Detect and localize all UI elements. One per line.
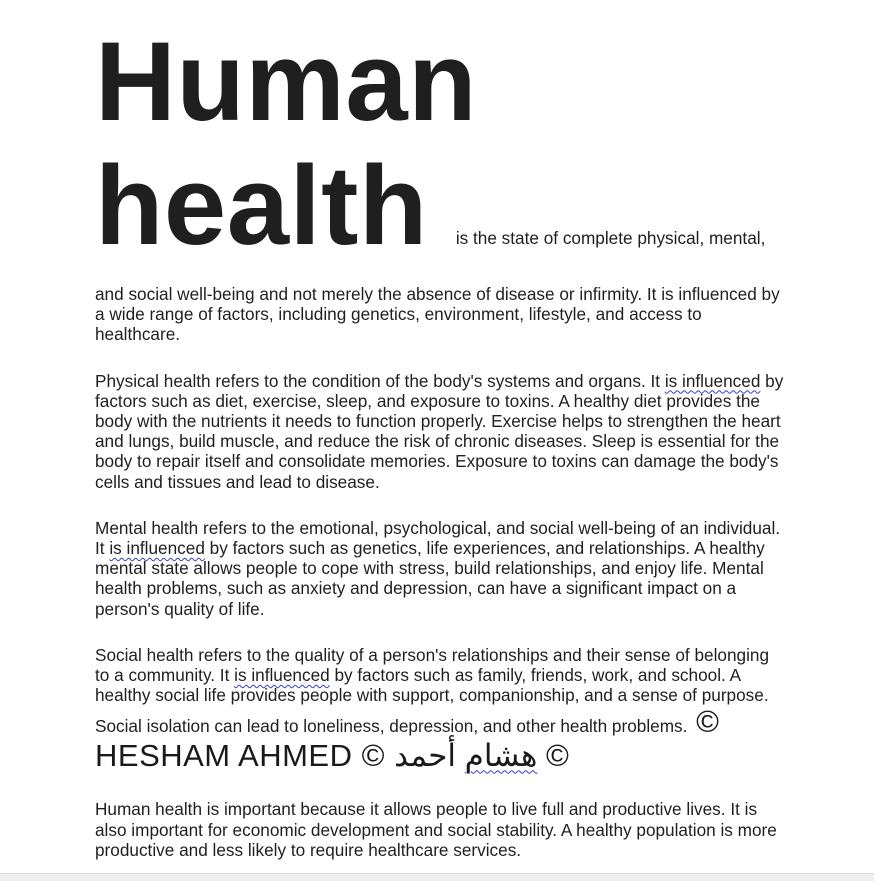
importance-paragraph: Human health is important because it allows people to live full and productive lives. It is also important for economic development and social stability. A healthy population is more productive and less likely to require healthcare services. — [95, 799, 777, 860]
watermark-separator: © — [352, 738, 395, 774]
paragraph-text: by factors such as diet, exercise, sleep, and exposure to toxins. A healthy diet provides the body with the nutrients it needs to function properly. Exercise helps to strengthen the heart and lungs, build muscle, and reduce the risk of chronic diseases. Sleep is essential for the body to repair itself and consolidate memories. Exposure to toxins can damage the body's cells and tissues and lead to disease. — [95, 370, 784, 492]
spellcheck-flagged-phrase[interactable]: is influenced — [664, 370, 761, 391]
intro-paragraph: and social well-being and not merely the absence of disease or infirmity. It is influenced by a wide range of factors, including genetics, environment, lifestyle, and access to healthcare. — [95, 284, 780, 345]
spellcheck-flagged-phrase[interactable]: is influenced — [234, 665, 330, 686]
document-title — [95, 20, 785, 268]
intro-sentence-start: is the state of complete physical, mental, — [455, 228, 766, 248]
copyright-watermark — [95, 704, 720, 773]
paragraph-text: by factors such as family, friends, work, and school. A healthy social life provides people with support, companionship, and a sense of purpose. Social isolation can lead to loneliness, depression, and other health problems. — [95, 665, 769, 737]
mental-health-paragraph — [95, 518, 785, 619]
title-word-human: Human — [95, 19, 478, 144]
watermark-arabic — [394, 738, 537, 773]
physical-health-paragraph — [95, 371, 785, 492]
watermark-arabic-first[interactable]: هشام — [464, 738, 538, 774]
watermark-arabic-second: أحمد — [394, 738, 457, 774]
paragraph-text: Mental health refers to the emotional, psychological, and social well-being of an individual. It — [95, 517, 781, 559]
watermark-trailing: © — [537, 738, 569, 774]
paragraph-text: Social health refers to the quality of a person's relationships and their sense of belonging to a community. It — [95, 644, 770, 686]
document-page — [95, 20, 785, 860]
paragraph-text: by factors such as genetics, life experiences, and relationships. A healthy mental state allows people to cope with stress, build relationships, and enjoy life. Mental health problems, such as anxiety and depression, can have a significant impact on a person's quality of life. — [95, 538, 765, 619]
paragraph-text: Physical health refers to the condition of the body's systems and organs. It — [95, 370, 665, 391]
spellcheck-flagged-phrase[interactable]: is influenced — [109, 538, 205, 559]
social-health-paragraph — [95, 645, 785, 774]
title-word-health: health — [95, 143, 428, 268]
watermark-latin: © HESHAM AHMED — [95, 704, 720, 774]
